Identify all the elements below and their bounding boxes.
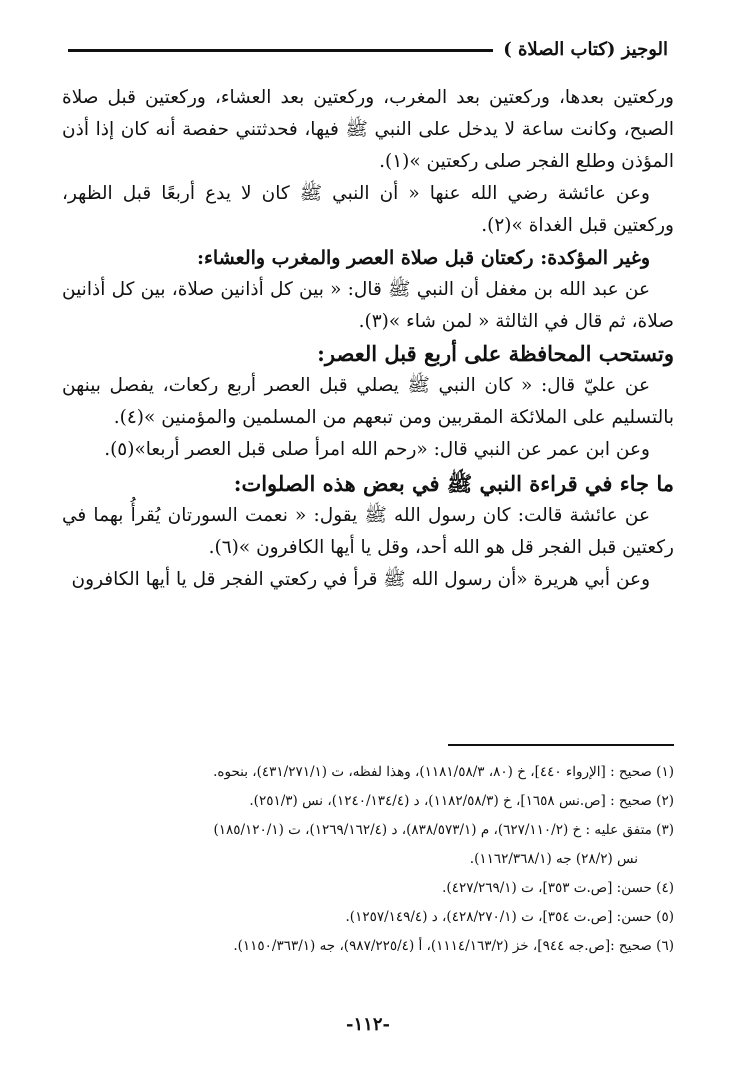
section-heading-four-before-asr: وتستحب المحافظة على أربع قبل العصر: <box>317 341 674 366</box>
footnote-3: (٣) متفق عليه : خ (٦٢٧/١١٠/٢)، م (٨٣٨/٥٧٣/١)، د (١٢٦٩/١٦٢/٤)، ت (١٨٥/١٢٠/١) <box>213 822 674 838</box>
paragraph-continuation: وركعتين بعدها، وركعتين بعد المغرب، وركعتين بعد العشاء، وركعتين قبل صلاة الصبح، وكانت ساعة لا يدخل على النبي ﷺ فيها، فحدثتني حفصة أنه كان إذا أذن المؤذن وطلع الفجر صلى ركعتين »(١). <box>62 87 674 172</box>
subheading-non-emphasized: وغير المؤكدة: ركعتان قبل صلاة العصر والمغرب والعشاء: <box>196 247 650 269</box>
section-heading-prophet-recitation: ما جاء في قراءة النبي ﷺ في بعض هذه الصلوات: <box>233 471 674 496</box>
footnote-6: (٦) صحيح :[ص.جه ٩٤٤]، خز (١١١٤/١٦٣/٢)، أ (٩٨٧/٢٢٥/٤)، جه (١١٥٠/٣٦٣/١). <box>233 938 674 954</box>
footnote-4: (٤) حسن: [ص.ت ٣٥٣]، ت (٤٢٧/٢٦٩/١). <box>442 880 674 896</box>
paragraph-abu-hurayra: وعن أبي هريرة «أن رسول الله ﷺ قرأ في ركعتي الفجر قل يا أيها الكافرون <box>71 569 650 590</box>
header-title: الوجيز (كتاب الصلاة ) <box>503 38 668 60</box>
footnote-3-continued: نس (٢٨/٢) جه (١١٦٢/٣٦٨/١). <box>469 851 638 867</box>
paragraph-ibn-umar-hadith: وعن ابن عمر عن النبي قال: «رحم الله امرأ صلى قبل العصر أربعا»(٥). <box>104 439 650 460</box>
paragraph-aisha-hadith: وعن عائشة رضي الله عنها « أن النبي ﷺ كان لا يدع أربعًا قبل الظهر، وركعتين قبل الغداة »(٢). <box>62 183 674 236</box>
paragraph-abdullah-hadith: عن عبد الله بن مغفل أن النبي ﷺ قال: « بين كل أذانين صلاة، بين كل أذانين صلاة، ثم قال في الثالثة « لمن شاء »(٣). <box>62 279 674 332</box>
running-header <box>68 34 668 64</box>
footnote-2: (٢) صحيح : [ص.نس ١٦٥٨]، خ (١١٨٢/٥٨/٣)، د (١٢٤٠/١٣٤/٤)، نس (٢٥١/٣). <box>249 793 674 809</box>
footnote-separator <box>448 744 674 746</box>
footnote-1: (١) صحيح : [الإرواء ٤٤٠]، خ (٨٠، ١١٨١/٥٨/٣)، وهذا لفظه، ت (٤٣١/٢٧١/١)، بنحوه. <box>213 764 674 780</box>
header-rule <box>68 49 493 52</box>
footnotes <box>62 758 674 961</box>
paragraph-ali-hadith: عن عليّ قال: « كان النبي ﷺ يصلي قبل العصر أربع ركعات، يفصل بينهن بالتسليم على الملائكة المقربين ومن تبعهم من المسلمين والمؤمنين »(٤). <box>62 375 674 428</box>
main-text <box>62 82 674 596</box>
page-number: -١١٢- <box>346 1014 390 1035</box>
paragraph-aisha-recitation: عن عائشة قالت: كان رسول الله ﷺ يقول: « نعمت السورتان يُقرأُ بهما في ركعتين قبل الفجر قل هو الله أحد، وقل يا أيها الكافرون »(٦). <box>62 505 674 558</box>
footnote-5: (٥) حسن: [ص.ت ٣٥٤]، ت (٤٢٨/٢٧٠/١)، د (١٢٥٧/١٤٩/٤). <box>345 909 674 925</box>
